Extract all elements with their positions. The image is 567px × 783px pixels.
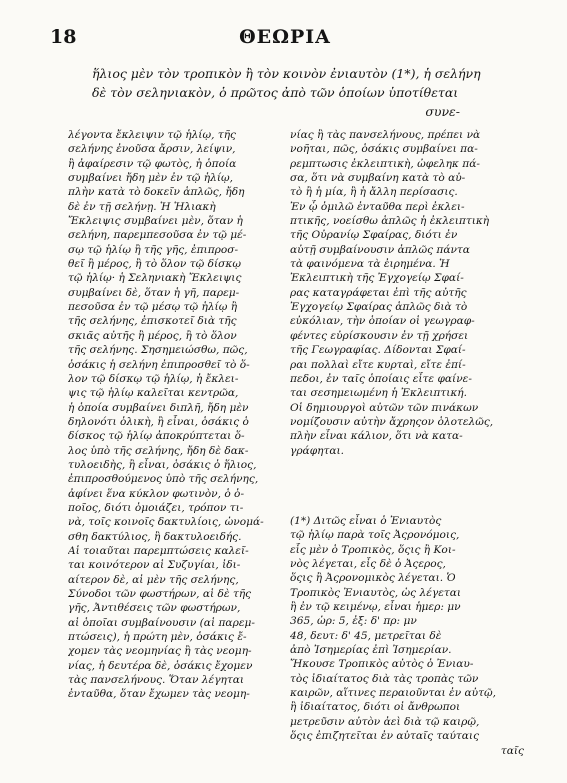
text-line: ται σεσημειωμένη ἡ Ἐκλειπτική. bbox=[290, 387, 468, 400]
text-line: συμβαίνει δὲ, ὅταν ἡ γῆ, παρεμ- bbox=[68, 286, 240, 299]
text-line: γράφηται. bbox=[290, 444, 345, 457]
text-line: ὁσάκις ἡ σελήνη ἐπιπροσθεῖ τὸ ὅ- bbox=[68, 358, 250, 371]
text-line: ποῖος, διότι ὁμοιάζει, τρόπον τι- bbox=[68, 501, 244, 514]
text-line: δίσκος τῷ ἡλίῳ ἀποκρύπτεται ὅ- bbox=[68, 430, 245, 443]
text-line: ραι πολλαὶ εἴτε κυρταὶ, εἴτε ἐπί- bbox=[290, 358, 466, 371]
text-line: Σύνοδοι τῶν φωστήρων, αἱ δὲ τῆς bbox=[68, 588, 252, 600]
footnote-line: (1*) Διτῶς εἶναι ὁ Ἐνιαυτὸς bbox=[290, 515, 442, 527]
text-line: λέγοντα ἔκλειψιν τῷ ἡλίῳ, τῆς bbox=[68, 129, 236, 141]
footnote-line: Τροπικὸς Ἐνιαυτὸς, ὡς λέγεται bbox=[290, 586, 462, 599]
text-line: τῷ ἡλίῳ· ἡ Σεληνιακὴ Ἔκλειψις bbox=[68, 272, 242, 285]
footnote-line: ἢ ἐν τῷ κειμένῳ, εἶναι ἡμερ: μν bbox=[290, 601, 461, 614]
text-line: εὐκόλιαν, τὴν ὁποίαν οἱ γεωγραφ- bbox=[290, 315, 475, 328]
text-line: θεῖ ἢ μέρος, ἢ τὸ ὅλον τῷ δίσκῳ bbox=[68, 258, 241, 271]
text-line: αίτερον δὲ, αἱ μὲν τῆς σελήνης, bbox=[68, 573, 239, 586]
running-title: ΘΕΩΡΙΑ bbox=[239, 26, 331, 48]
text-line: λος ὑπὸ τῆς σελήνης, ἤδη δὲ δακ- bbox=[68, 444, 249, 457]
text-line: τῆς σελήνης. Σησημειώσθω, πῶς, bbox=[68, 344, 248, 357]
text-line: πλὴν εἶναι κάλιον, ὅτι νὰ κατα- bbox=[290, 430, 463, 443]
text-line: σα, ὅτι νὰ συμβαίνη κατὰ τὸ αὐ- bbox=[290, 172, 466, 185]
text-line: δηλονότι ὁλικὴ, ἢ εἶναι, ὁσάκις ὁ bbox=[68, 415, 249, 428]
text-line: χομεν τὰς νεομηνίας ἢ τὰς νεομη- bbox=[68, 645, 252, 658]
footnote-line: 48, δευτ: δ' 45, μετρεῖται δὲ bbox=[290, 629, 442, 642]
text-line: ἀφίνει ἕνα κύκλον φωτινὸν, ὁ ὁ- bbox=[68, 487, 245, 500]
footnote-line: νὸς λέγεται, εἷς δὲ ὁ Ἀςερος, bbox=[290, 558, 446, 571]
text-line: νίας ἢ τὰς πανσελήνους, πρέπει νὰ bbox=[290, 129, 481, 141]
text-line: τῆς Γεωγραφίας. Δίδονται Σφαί- bbox=[290, 344, 466, 357]
text-line: Οἱ δημιουργοὶ αὐτῶν τῶν πινάκων bbox=[290, 401, 479, 414]
intro-line: δὲ τὸν σεληνιακὸν, ὁ πρῶτος ἀπὸ τῶν ὁποίων ὑποτίθεται bbox=[92, 85, 459, 100]
footnote-line: ἀπὸ Ἰσημερίας ἐπὶ Ἰσημερίαν. bbox=[290, 644, 452, 657]
text-line: τυλοειδὴς, ἢ εἶναι, ὁσάκις ὁ ἥλιος, bbox=[68, 458, 257, 471]
footnote-line: ὅςις ἢ Ἀςρονομικὸς λέγεται. Ὁ bbox=[290, 572, 456, 585]
intro-catchword: συνε- bbox=[425, 104, 460, 119]
page-number: 18 bbox=[50, 26, 77, 48]
text-line: ἢ ἀφαίρεσιν τῷ φωτὸς, ἡ ὁποία bbox=[68, 157, 237, 170]
footnote-line: τῷ ἡλίῳ παρὰ τοῖς Ἀςρονόμοις, bbox=[290, 529, 460, 542]
text-line: ρεμπτωσις ἐκλειπτικὴ, ὠφεληκ πά- bbox=[290, 157, 480, 170]
text-line: φέντες εὐρίσκουσιν ἐν τῇ χρήσει bbox=[290, 329, 469, 342]
text-line: ἡ ὁποία συμβαίνει διπλῆ, ἤδη μὲν bbox=[68, 401, 249, 414]
text-line: τῆς σελήνης, ἐπισκοτεῖ διὰ τῆς bbox=[68, 315, 237, 328]
footnote-line: καιρῶν, αἵτινες περαιοῦνται ἐν αὐτῷ, bbox=[290, 687, 496, 700]
text-line: ἐνταῦθα, ὅταν ἔχωμεν τὰς νεομη- bbox=[68, 688, 250, 701]
text-line: Ἐν ᾧ ὁμιλῶ ἐνταῦθα περὶ ἐκλει- bbox=[290, 200, 465, 213]
text-line: πεδοι, ἐν ταῖς ὁποίαις εἶτε φαίνε- bbox=[290, 372, 472, 385]
footnote-line: εἷς μὲν ὁ Τροπικὸς, ὅςις ἢ Κοι- bbox=[290, 543, 456, 556]
text-line: Ἔκλειψις συμβαίνει μὲν, ὅταν ἡ bbox=[68, 215, 243, 228]
text-line: ἐπιπροσθούμενος ὑπὸ τῆς σελήνης, bbox=[68, 473, 259, 486]
footnote-line: 365, ὡρ: 5, ἐξ: δ' πρ: μν bbox=[290, 615, 417, 628]
text-line: σελήνη, παρεμπεσοῦσα ἐν τῷ μέ- bbox=[68, 229, 247, 242]
text-line: τὰ φαινόμενα τὰ ἐιρημένα. Ἡ bbox=[290, 258, 450, 271]
text-line: σκιᾶς αὐτῆς ἢ μέρος, ἢ τὸ ὅλον bbox=[68, 329, 237, 342]
text-line: τὸ ἢ ἡ μία, ἢ ἡ ἄλλη περίσασις. bbox=[290, 186, 458, 199]
footnote-line: τὸς ἰδιαίτατος διὰ τὰς τροπὰς τῶν bbox=[290, 672, 479, 685]
page-header bbox=[50, 26, 520, 52]
text-line: τῆς Οὐρανίῳ Σφαίρας, διότι ἐν bbox=[290, 229, 458, 242]
text-line: Ἐγχογείῳ Σφαίρας ἁπλῶς διὰ τὸ bbox=[290, 301, 468, 314]
intro-paragraph bbox=[92, 64, 522, 121]
text-line: ρας καταγράφεται ἐπὶ τῆς αὐτῆς bbox=[290, 286, 467, 299]
text-line: Ἐκλειπτικὴ τῆς Ἐγχογείῳ Σφαί- bbox=[290, 272, 464, 285]
footnote-line: μετρεῦσιν αὐτὸν ἀεὶ διὰ τῷ καιρῷ, bbox=[290, 715, 480, 728]
footnote bbox=[290, 514, 524, 758]
text-line: πεσοῦσα ἐν τῷ μέσῳ τῷ ἡλίῳ ἢ bbox=[68, 301, 238, 314]
footnote-line: ὅςις ἐπιζητεῖται ἐν αὐταῖς ταύταις bbox=[290, 730, 480, 743]
text-line: ται κοινότερον αἱ Συζυγίαι, ἰδι- bbox=[68, 559, 241, 572]
text-line: αἱ ὁποῖαι συμβαίνουσιν (αἱ παρεμ- bbox=[68, 616, 255, 629]
text-line: νίας, ἡ δευτέρα δὲ, ὁσάκις ἔχομεν bbox=[68, 659, 253, 672]
right-column bbox=[290, 128, 524, 458]
text-line: σελήνης ἐνοῦσα ἄρσιν, λείψιν, bbox=[68, 143, 236, 156]
text-line: Αἱ τοιαῦται παρεμπτώσεις καλεῖ- bbox=[68, 544, 249, 557]
footnote-line: ἢ ἰδιαίτατος, διότι οἱ ἄνθρωποι bbox=[290, 701, 461, 714]
intro-line: ἥλιος μὲν τὸν τροπικὸν ἢ τὸν κοινὸν ἐνιαυτὸν (1*), ἡ σελήνη bbox=[92, 66, 481, 81]
text-line: νομίζουσιν αὐτὴν ἄχρηςον ὁλοτελῶς, bbox=[290, 415, 494, 428]
text-line: νὰ, τοῖς κοινοῖς δακτυλίοις, ὠνομά- bbox=[68, 516, 264, 529]
text-line: σθη δακτύλιος, ἢ δακτυλοειδής. bbox=[68, 530, 242, 543]
text-line: ψις τῷ ἡλίῳ καλεῖται κεντρῶα, bbox=[68, 387, 239, 400]
text-line: πτικῆς, νοείσθω ἁπλῶς ἡ ἐκλειπτικὴ bbox=[290, 215, 490, 228]
text-line: αὐτῇ συμβαίνουσιν ἁπλῶς πάντα bbox=[290, 243, 470, 256]
text-line: πλὴν κατὰ τὸ δοκεῖν ἁπλῶς, ἤδη bbox=[68, 186, 245, 199]
text-line: γῆς, Ἀντιθέσεις τῶν φωστήρων, bbox=[68, 602, 241, 615]
text-line: λον τῷ δίσκῳ τῷ ἡλίῳ, ἡ ἔκλει- bbox=[68, 372, 239, 385]
text-line: πτώσεις), ἡ πρώτη μὲν, ὁσάκις ἔ- bbox=[68, 631, 247, 644]
text-line: τὰς πανσελήνους. Ὅταν λέγηται bbox=[68, 674, 245, 687]
text-line: δὲ ἐν τῇ σελήνῃ. Ἡ Ἡλιακὴ bbox=[68, 200, 216, 213]
text-line: νοῆται, πῶς, ὁσάκις συμβαίνει πα- bbox=[290, 143, 478, 156]
footnote-catchword: ταῖς bbox=[500, 744, 524, 757]
text-line: σῳ τῷ ἡλίῳ ἢ τῆς γῆς, ἐπιπροσ- bbox=[68, 243, 239, 256]
footnote-line: Ἤκουσε Τροπικὸς αὐτὸς ὁ Ἐνιαυ- bbox=[290, 658, 474, 671]
left-column bbox=[68, 128, 284, 702]
text-line: συμβαίνει ἤδη μὲν ἐν τῷ ἡλίῳ, bbox=[68, 172, 234, 185]
